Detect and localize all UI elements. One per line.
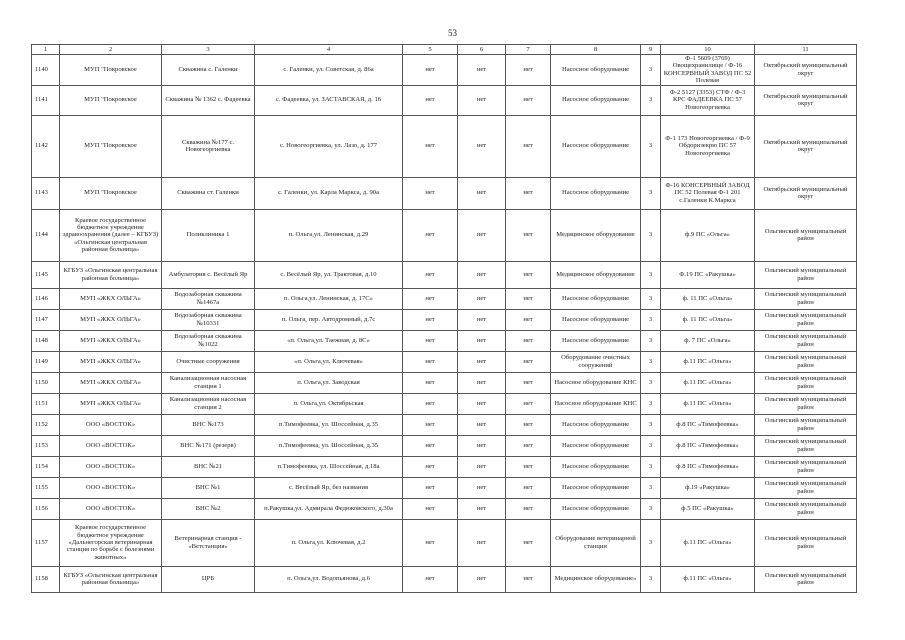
power-supply-cell: ф.8 ПС «Тимофеевка»: [661, 435, 755, 456]
equipment-cell: Насосное оборудование: [551, 288, 641, 309]
col5-cell: нет: [403, 519, 458, 566]
address-cell: п. Ольга,ул. Водопьянова, д.6: [255, 566, 403, 592]
row-number: 1141: [32, 85, 60, 115]
col5-cell: нет: [403, 477, 458, 498]
district-cell: Октябрьский муниципальный округ: [755, 177, 857, 209]
district-cell: Ольгинский муниципальный район: [755, 261, 857, 288]
col7-cell: нет: [506, 55, 551, 86]
power-supply-cell: ф.8 ПС «Тимофеевка»: [661, 456, 755, 477]
district-cell: Ольгинский муниципальный район: [755, 309, 857, 330]
category-cell: 3: [641, 309, 661, 330]
col7-cell: нет: [506, 477, 551, 498]
owner-cell: МУП «ЖКХ ОЛЬГА»: [60, 330, 162, 351]
column-header: 6: [458, 45, 506, 55]
district-cell: Ольгинский муниципальный район: [755, 456, 857, 477]
equipment-cell: Насосное оборудование: [551, 85, 641, 115]
object-cell: Водозаборная скважина №1467а: [162, 288, 255, 309]
equipment-cell: Насосное оборудование: [551, 55, 641, 86]
address-cell: п. Ольга,ул. Ленинская, д. 17С»: [255, 288, 403, 309]
col6-cell: нет: [458, 85, 506, 115]
power-supply-cell: ф.5 ПС «Ракушка»: [661, 498, 755, 519]
row-number: 1147: [32, 309, 60, 330]
object-cell: Скважина ст. Галенки: [162, 177, 255, 209]
col5-cell: нет: [403, 414, 458, 435]
category-cell: 3: [641, 55, 661, 86]
address-cell: п. Ольга,ул. Октябрьская: [255, 393, 403, 414]
power-supply-cell: ф. 11 ПС «Ольга»: [661, 288, 755, 309]
address-cell: с. Весёлый Яр, без названия: [255, 477, 403, 498]
category-cell: 3: [641, 115, 661, 177]
row-number: 1146: [32, 288, 60, 309]
district-cell: Ольгинский муниципальный район: [755, 351, 857, 372]
equipment-cell: Насосное оборудование: [551, 414, 641, 435]
owner-cell: ООО «ВОСТОК»: [60, 498, 162, 519]
row-number: 1158: [32, 566, 60, 592]
col6-cell: нет: [458, 414, 506, 435]
address-cell: п. Ольга,ул. Заводская: [255, 372, 403, 393]
district-cell: Ольгинский муниципальный район: [755, 435, 857, 456]
equipment-cell: Оборудование очистных сооружений: [551, 351, 641, 372]
table-row: [32, 477, 857, 498]
col7-cell: нет: [506, 330, 551, 351]
address-cell: п.Тимофеевка, ул. Шоссейная, д.35: [255, 435, 403, 456]
category-cell: 3: [641, 414, 661, 435]
district-cell: Ольгинский муниципальный район: [755, 330, 857, 351]
col7-cell: нет: [506, 177, 551, 209]
table-row: [32, 261, 857, 288]
object-cell: ВНС №21: [162, 456, 255, 477]
table-row: [32, 115, 857, 177]
district-cell: Ольгинский муниципальный район: [755, 498, 857, 519]
table-row: [32, 456, 857, 477]
row-number: 1142: [32, 115, 60, 177]
row-number: 1144: [32, 209, 60, 261]
equipment-cell: Насосное оборудование: [551, 309, 641, 330]
column-header: 3: [162, 45, 255, 55]
col6-cell: нет: [458, 309, 506, 330]
col7-cell: нет: [506, 393, 551, 414]
equipment-cell: Насосное оборудование: [551, 456, 641, 477]
col7-cell: нет: [506, 456, 551, 477]
category-cell: 3: [641, 85, 661, 115]
object-cell: Водозаборная скважина №1022: [162, 330, 255, 351]
object-cell: Скважина с. Галенки: [162, 55, 255, 86]
row-number: 1150: [32, 372, 60, 393]
district-cell: Ольгинский муниципальный район: [755, 393, 857, 414]
col5-cell: нет: [403, 351, 458, 372]
power-supply-cell: ф.9 ПС «Ольга»: [661, 209, 755, 261]
col5-cell: нет: [403, 261, 458, 288]
owner-cell: Краевое государственное бюджетное учреждение «Дальнегорская ветеринарная станция по борьбе с болезнями животных»: [60, 519, 162, 566]
owner-cell: МУП "Покровское: [60, 115, 162, 177]
column-header: 10: [661, 45, 755, 55]
equipment-cell: Насосное оборудование: [551, 177, 641, 209]
owner-cell: ООО «ВОСТОК»: [60, 477, 162, 498]
object-cell: Очистные сооружения: [162, 351, 255, 372]
address-cell: п. Ольга, пер. Автодромный, д.7с: [255, 309, 403, 330]
category-cell: 3: [641, 372, 661, 393]
col7-cell: нет: [506, 85, 551, 115]
owner-cell: МУП «ЖКХ ОЛЬГА»: [60, 393, 162, 414]
address-cell: с. Весёлый Яр, ул. Трактовая, д.10: [255, 261, 403, 288]
col6-cell: нет: [458, 519, 506, 566]
col6-cell: нет: [458, 288, 506, 309]
col5-cell: нет: [403, 372, 458, 393]
power-supply-cell: ф.11 ПС «Ольга»: [661, 351, 755, 372]
object-cell: ВНС №173: [162, 414, 255, 435]
col7-cell: нет: [506, 351, 551, 372]
district-cell: Ольгинский муниципальный район: [755, 477, 857, 498]
table-row: [32, 55, 857, 86]
category-cell: 3: [641, 393, 661, 414]
district-cell: Ольгинский муниципальный район: [755, 288, 857, 309]
owner-cell: МУП «ЖКХ ОЛЬГА»: [60, 351, 162, 372]
row-number: 1152: [32, 414, 60, 435]
category-cell: 3: [641, 456, 661, 477]
equipment-cell: Насосное оборудование: [551, 498, 641, 519]
category-cell: 3: [641, 477, 661, 498]
power-supply-cell: Ф.19 ПС «Ракушка»: [661, 261, 755, 288]
address-cell: с. Новогеоргиевка, ул. Лазо, д. 177: [255, 115, 403, 177]
category-cell: 3: [641, 288, 661, 309]
table-row: [32, 309, 857, 330]
object-cell: Канализационная насосная станция 2: [162, 393, 255, 414]
district-cell: Октябрьский муниципальный округ: [755, 115, 857, 177]
owner-cell: ООО «ВОСТОК»: [60, 456, 162, 477]
owner-cell: Краевое государственное бюджетное учреждение здравоохранения (далее – КГБУЗ) «Ольгинская центральная районная больница»: [60, 209, 162, 261]
table-row: [32, 435, 857, 456]
col6-cell: нет: [458, 330, 506, 351]
object-cell: Водозаборная скважина №10331: [162, 309, 255, 330]
header-row: [32, 45, 857, 55]
object-cell: Скважина №177 с. Новогеоргиевка: [162, 115, 255, 177]
col5-cell: нет: [403, 566, 458, 592]
equipment-cell: Насосное оборудование: [551, 330, 641, 351]
col5-cell: нет: [403, 498, 458, 519]
col5-cell: нет: [403, 456, 458, 477]
col7-cell: нет: [506, 414, 551, 435]
address-cell: «п. Ольга,ул. Ключевая»: [255, 351, 403, 372]
equipment-cell: Насосное оборудование КНС: [551, 372, 641, 393]
object-cell: Поликлиника 1: [162, 209, 255, 261]
object-cell: Ветеринарная станция - «Ветстанция»: [162, 519, 255, 566]
category-cell: 3: [641, 498, 661, 519]
table-row: [32, 288, 857, 309]
col5-cell: нет: [403, 177, 458, 209]
col5-cell: нет: [403, 435, 458, 456]
col6-cell: нет: [458, 477, 506, 498]
power-supply-cell: Ф-16 КОНСЕРВНЫЙ ЗАВОД ПС 52 Полевая Ф-1 201 с.Галенки К.Маркса: [661, 177, 755, 209]
table-row: [32, 177, 857, 209]
owner-cell: ООО «ВОСТОК»: [60, 435, 162, 456]
col6-cell: нет: [458, 456, 506, 477]
col6-cell: нет: [458, 393, 506, 414]
row-number: 1143: [32, 177, 60, 209]
col6-cell: нет: [458, 372, 506, 393]
object-cell: ВНС №1: [162, 477, 255, 498]
power-supply-cell: ф.11 ПС «Ольга»: [661, 519, 755, 566]
district-cell: Ольгинский муниципальный район: [755, 566, 857, 592]
col6-cell: нет: [458, 55, 506, 86]
table-row: [32, 566, 857, 592]
col5-cell: нет: [403, 55, 458, 86]
col6-cell: нет: [458, 566, 506, 592]
object-cell: ЦРБ: [162, 566, 255, 592]
power-supply-cell: ф.8 ПС «Тимофеевка»: [661, 414, 755, 435]
col7-cell: нет: [506, 115, 551, 177]
district-cell: Ольгинский муниципальный район: [755, 519, 857, 566]
owner-cell: ООО «ВОСТОК»: [60, 414, 162, 435]
row-number: 1156: [32, 498, 60, 519]
column-header: 7: [506, 45, 551, 55]
col7-cell: нет: [506, 519, 551, 566]
address-cell: п. Ольга,ул. Ключевая, д.2: [255, 519, 403, 566]
col5-cell: нет: [403, 288, 458, 309]
equipment-cell: Медицинское оборудование: [551, 209, 641, 261]
power-supply-cell: ф.19 «Ракушка»: [661, 477, 755, 498]
column-header: 8: [551, 45, 641, 55]
power-supply-cell: Ф-1 173 Новогеоргиевка / Ф-9 Обдоризекрю ПС 57 Новогеоргиевка: [661, 115, 755, 177]
district-cell: Октябрьский муниципальный округ: [755, 85, 857, 115]
table-row: [32, 330, 857, 351]
owner-cell: КГБУЗ «Ольгинская центральная районная больница»: [60, 261, 162, 288]
col6-cell: нет: [458, 435, 506, 456]
table-row: [32, 414, 857, 435]
column-header: 5: [403, 45, 458, 55]
row-number: 1149: [32, 351, 60, 372]
row-number: 1157: [32, 519, 60, 566]
category-cell: 3: [641, 330, 661, 351]
col7-cell: нет: [506, 261, 551, 288]
column-header: 1: [32, 45, 60, 55]
table-row: [32, 209, 857, 261]
col7-cell: нет: [506, 372, 551, 393]
category-cell: 3: [641, 209, 661, 261]
col7-cell: нет: [506, 566, 551, 592]
row-number: 1148: [32, 330, 60, 351]
object-cell: Скважина № 1362 с. Фадеевка: [162, 85, 255, 115]
district-cell: Ольгинский муниципальный район: [755, 209, 857, 261]
owner-cell: МУП «ЖКХ ОЛЬГА»: [60, 309, 162, 330]
col5-cell: нет: [403, 309, 458, 330]
col6-cell: нет: [458, 351, 506, 372]
col7-cell: нет: [506, 288, 551, 309]
col7-cell: нет: [506, 209, 551, 261]
owner-cell: МУП «ЖКХ ОЛЬГА»: [60, 372, 162, 393]
row-number: 1155: [32, 477, 60, 498]
col6-cell: нет: [458, 498, 506, 519]
category-cell: 3: [641, 519, 661, 566]
page-number: 53: [448, 28, 457, 38]
address-cell: п.Тимофеевка, ул. Шоссейная, д.18а: [255, 456, 403, 477]
table-row: [32, 372, 857, 393]
equipment-cell: Насосное оборудование КНС: [551, 393, 641, 414]
column-header: 9: [641, 45, 661, 55]
table-row: [32, 393, 857, 414]
col5-cell: нет: [403, 85, 458, 115]
category-cell: 3: [641, 566, 661, 592]
table-row: [32, 519, 857, 566]
equipment-cell: Насосное оборудование: [551, 435, 641, 456]
col6-cell: нет: [458, 115, 506, 177]
registry-table: [31, 44, 857, 593]
column-header: 4: [255, 45, 403, 55]
power-supply-cell: ф.11 ПС «Ольга»: [661, 372, 755, 393]
col5-cell: нет: [403, 330, 458, 351]
address-cell: с. Галенки, ул. Советская, д. 86а: [255, 55, 403, 86]
column-header: 11: [755, 45, 857, 55]
district-cell: Ольгинский муниципальный район: [755, 372, 857, 393]
equipment-cell: Насосное оборудование: [551, 115, 641, 177]
power-supply-cell: ф. 11 ПС «Ольга»: [661, 309, 755, 330]
category-cell: 3: [641, 177, 661, 209]
col6-cell: нет: [458, 261, 506, 288]
row-number: 1154: [32, 456, 60, 477]
object-cell: Амбулатория с. Весёлый Яр: [162, 261, 255, 288]
power-supply-cell: Ф-2 5127 (3353) СТФ / Ф-3 КРС ФАДЕЕВКА ПС 57 Новогеоргиевка: [661, 85, 755, 115]
category-cell: 3: [641, 351, 661, 372]
col7-cell: нет: [506, 435, 551, 456]
power-supply-cell: ф.11 ПС «Ольга»: [661, 566, 755, 592]
col7-cell: нет: [506, 309, 551, 330]
address-cell: п.Ракушка,ул. Адмирала Федюковского, д.30а: [255, 498, 403, 519]
power-supply-cell: Ф-1 5609 (3769) Овощехранилище / Ф-16 КОНСЕРВНЫЙ ЗАВОД ПС 52 Полевая: [661, 55, 755, 86]
table-row: [32, 351, 857, 372]
address-cell: п.Тимофеевка, ул. Шоссейная, д.35: [255, 414, 403, 435]
address-cell: с. Галенки, ул. Карла Маркса, д. 90а: [255, 177, 403, 209]
object-cell: ВНС №2: [162, 498, 255, 519]
column-header: 2: [60, 45, 162, 55]
col5-cell: нет: [403, 393, 458, 414]
col6-cell: нет: [458, 209, 506, 261]
col5-cell: нет: [403, 209, 458, 261]
equipment-cell: Насосное оборудование: [551, 477, 641, 498]
category-cell: 3: [641, 435, 661, 456]
row-number: 1140: [32, 55, 60, 86]
table-row: [32, 85, 857, 115]
address-cell: с. Фадеевка, ул. ЗАСТАВСКАЯ, д. 16: [255, 85, 403, 115]
district-cell: Октябрьский муниципальный округ: [755, 55, 857, 86]
owner-cell: МУП "Покровское: [60, 85, 162, 115]
owner-cell: МУП "Покровское: [60, 177, 162, 209]
object-cell: Канализационная насосная станция 1: [162, 372, 255, 393]
power-supply-cell: ф. 7 ПС «Ольга»: [661, 330, 755, 351]
row-number: 1151: [32, 393, 60, 414]
owner-cell: МУП «ЖКХ ОЛЬГА»: [60, 288, 162, 309]
row-number: 1145: [32, 261, 60, 288]
owner-cell: МУП "Покровское: [60, 55, 162, 86]
table-row: [32, 498, 857, 519]
equipment-cell: Медицинское оборудование»: [551, 566, 641, 592]
address-cell: п. Ольга,ул. Ленинская, д.29: [255, 209, 403, 261]
col6-cell: нет: [458, 177, 506, 209]
district-cell: Ольгинский муниципальный район: [755, 414, 857, 435]
equipment-cell: Медицинское оборудование: [551, 261, 641, 288]
object-cell: ВНС №171 (резерв): [162, 435, 255, 456]
owner-cell: КГБУЗ «Ольгинская центральная районная больница»: [60, 566, 162, 592]
row-number: 1153: [32, 435, 60, 456]
address-cell: «п. Ольга,ул. Таежная, д. 8С»: [255, 330, 403, 351]
col7-cell: нет: [506, 498, 551, 519]
col5-cell: нет: [403, 115, 458, 177]
power-supply-cell: ф.11 ПС «Ольга»: [661, 393, 755, 414]
equipment-cell: Оборудование ветеринарной станции: [551, 519, 641, 566]
category-cell: 3: [641, 261, 661, 288]
